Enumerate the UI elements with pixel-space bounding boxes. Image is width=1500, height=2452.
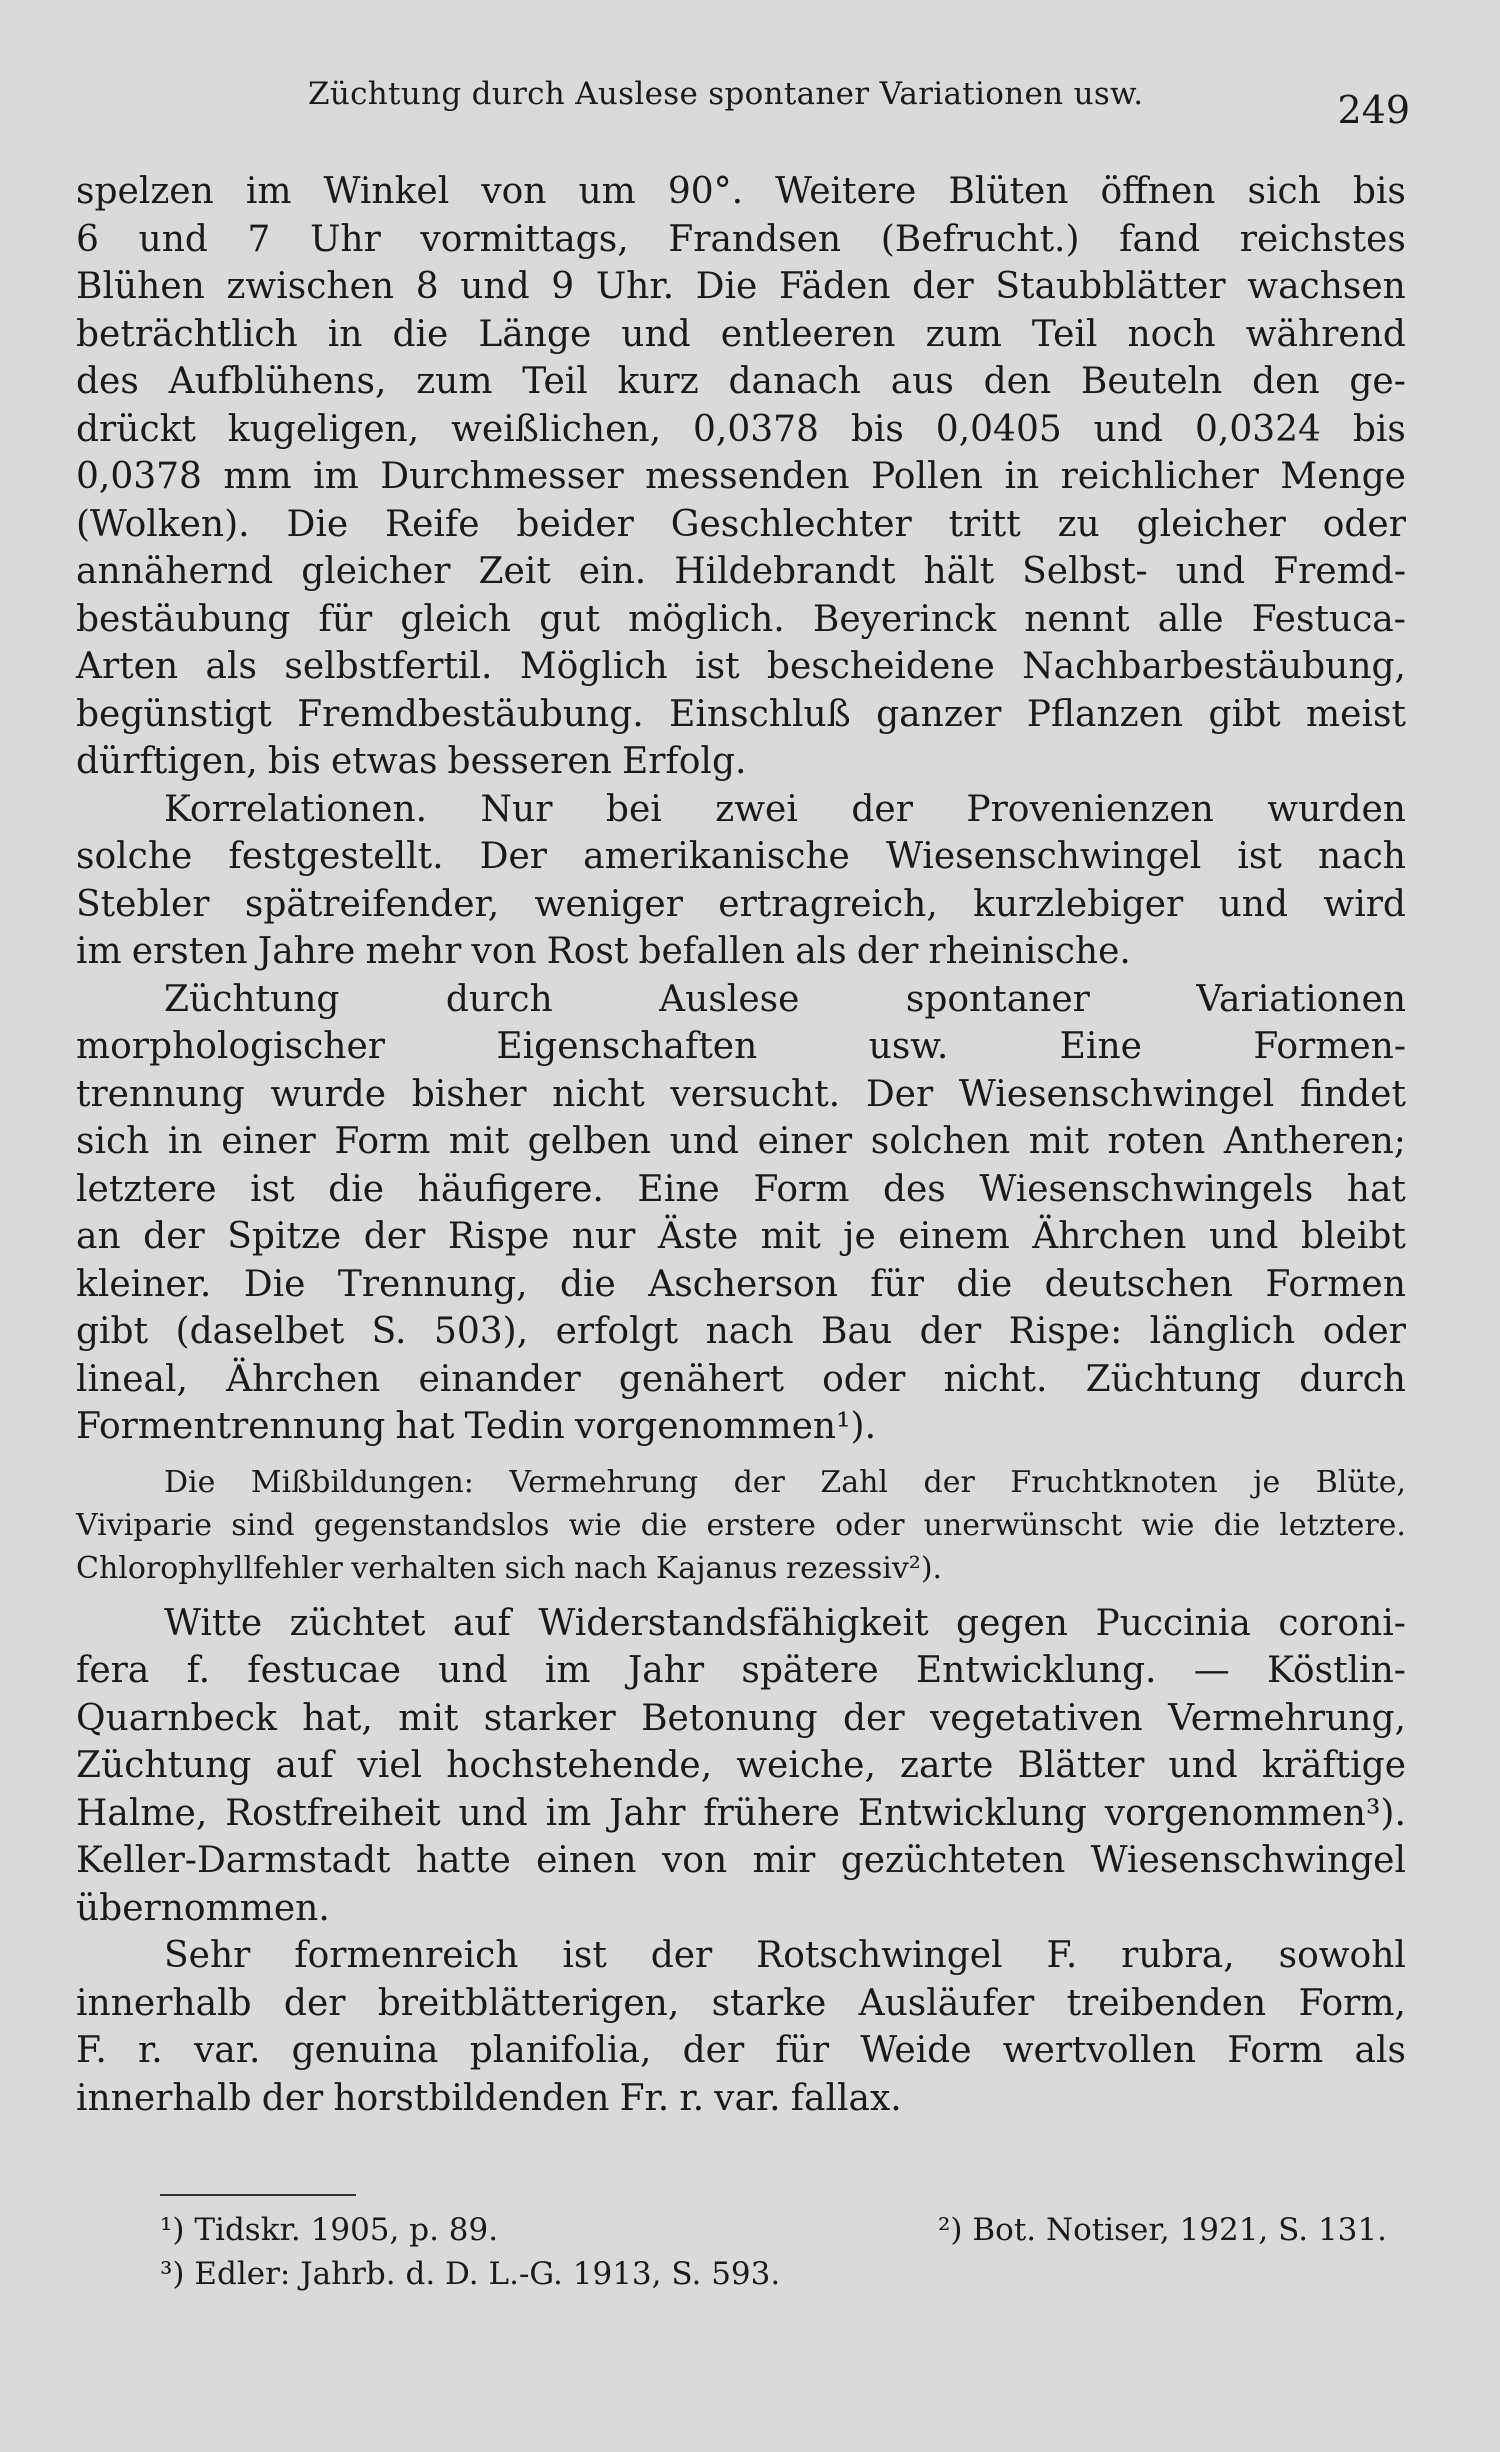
footnote-3: ³) Edler: Jahrb. d. D. L.-G. 1913, S. 593. bbox=[160, 2256, 781, 2292]
text-line: innerhalb der breitblätterigen, starke Ausläufer treibenden Form, bbox=[76, 1982, 1406, 2024]
text-line: bestäubung für gleich gut möglich. Beyerinck nennt alle Festuca- bbox=[76, 598, 1406, 640]
text-line: Arten als selbstfertil. Möglich ist bescheidene Nachbarbestäubung, bbox=[76, 646, 1406, 687]
text-line: beträchtlich in die Länge und entleeren zum Teil noch während bbox=[76, 313, 1406, 355]
text-line: letztere ist die häufigere. Eine Form des Wiesenschwingels hat bbox=[76, 1168, 1406, 1210]
footnote-2: ²) Bot. Notiser, 1921, S. 131. bbox=[938, 2212, 1387, 2248]
text-line: spelzen im Winkel von um 90°. Weitere Blüten öffnen sich bis bbox=[76, 171, 1406, 212]
text-line: F. r. var. genuina planifolia, der für Weide wertvollen Form als bbox=[76, 2030, 1406, 2071]
small-print-paragraph bbox=[76, 1461, 1406, 1590]
text-line: 0,0378 mm im Durchmesser messenden Pollen in reichlicher Menge bbox=[76, 456, 1406, 497]
closing-paragraphs bbox=[76, 1600, 1406, 2123]
text-line: Chlorophyllfehler verhalten sich nach Kajanus rezessiv²). bbox=[76, 1550, 943, 1586]
running-title: Züchtung durch Auslese spontaner Variationen usw. bbox=[308, 76, 1144, 112]
text-line: Stebler spätreifender, weniger ertragreich, kurzlebiger und wird bbox=[76, 883, 1406, 925]
text-line: Korrelationen. Nur bei zwei der Provenienzen wurden bbox=[164, 788, 1406, 830]
page-number: 249 bbox=[1337, 88, 1410, 132]
text-line: an der Spitze der Rispe nur Äste mit je einem Ährchen und bleibt bbox=[76, 1216, 1406, 1257]
text-line: gibt (daselbet S. 503), erfolgt nach Bau der Rispe: länglich oder bbox=[76, 1311, 1406, 1352]
footnote-row bbox=[160, 2208, 1410, 2252]
footnote-row bbox=[160, 2252, 1410, 2296]
footnote-divider bbox=[160, 2194, 356, 2196]
text-line: Viviparie sind gegenstandslos wie die erstere oder unerwünscht wie die letztere. bbox=[76, 1507, 1406, 1543]
text-line: übernommen. bbox=[76, 1887, 330, 1929]
text-line: im ersten Jahre mehr von Rost befallen als der rheinische. bbox=[76, 931, 1131, 972]
text-line: kleiner. Die Trennung, die Ascherson für die deutschen Formen bbox=[76, 1263, 1406, 1305]
text-line: trennung wurde bisher nicht versucht. Der Wiesenschwingel findet bbox=[76, 1073, 1406, 1115]
text-line: fera f. festucae und im Jahr spätere Entwicklung. — Köstlin- bbox=[76, 1650, 1406, 1691]
text-line: Die Mißbildungen: Vermehrung der Zahl der Fruchtknoten je Blüte, bbox=[164, 1464, 1406, 1500]
footnote-1: ¹) Tidskr. 1905, p. 89. bbox=[160, 2212, 499, 2248]
body-text bbox=[76, 168, 1406, 2122]
text-line: Züchtung auf viel hochstehende, weiche, zarte Blätter und kräftige bbox=[76, 1745, 1406, 1786]
text-line: Halme, Rostfreiheit und im Jahr frühere Entwicklung vorgenommen³). bbox=[76, 1792, 1406, 1834]
text-line: (Wolken). Die Reife beider Geschlechter tritt zu gleicher oder bbox=[76, 503, 1406, 545]
text-line: des Aufblühens, zum Teil kurz danach aus den Beuteln den ge- bbox=[76, 361, 1406, 402]
text-line: Sehr formenreich ist der Rotschwingel F. rubra, sowohl bbox=[164, 1935, 1406, 1976]
text-line: morphologischer Eigenschaften usw. Eine Formen- bbox=[76, 1026, 1406, 1067]
text-line: begünstigt Fremdbestäubung. Einschluß ganzer Pflanzen gibt meist bbox=[76, 693, 1406, 735]
text-line: lineal, Ährchen einander genähert oder nicht. Züchtung durch bbox=[76, 1358, 1406, 1400]
text-line: 6 und 7 Uhr vormittags, Frandsen (Befrucht.) fand reichstes bbox=[76, 218, 1406, 260]
text-line: sich in einer Form mit gelben und einer solchen mit roten Antheren; bbox=[76, 1121, 1406, 1162]
main-paragraphs bbox=[76, 168, 1406, 1451]
text-line: innerhalb der horstbildenden Fr. r. var. fallax. bbox=[76, 2077, 902, 2119]
text-line: dürftigen, bis etwas besseren Erfolg. bbox=[76, 741, 747, 782]
text-line: Keller-Darmstadt hatte einen von mir gezüchteten Wiesenschwingel bbox=[76, 1840, 1406, 1881]
text-line: Witte züchtet auf Widerstandsfähigkeit gegen Puccinia coroni- bbox=[164, 1602, 1406, 1644]
text-line: annähernd gleicher Zeit ein. Hildebrandt hält Selbst- und Fremd- bbox=[76, 551, 1406, 592]
text-line: Züchtung durch Auslese spontaner Variationen bbox=[164, 978, 1406, 1020]
text-line: Quarnbeck hat, mit starker Betonung der vegetativen Vermehrung, bbox=[76, 1697, 1406, 1739]
text-line: Blühen zwischen 8 und 9 Uhr. Die Fäden der Staubblätter wachsen bbox=[76, 266, 1406, 307]
text-line: drückt kugeligen, weißlichen, 0,0378 bis 0,0405 und 0,0324 bis bbox=[76, 408, 1406, 450]
text-line: solche festgestellt. Der amerikanische Wiesenschwingel ist nach bbox=[76, 836, 1406, 877]
text-line: Formentrennung hat Tedin vorgenommen¹). bbox=[76, 1406, 877, 1447]
footnotes bbox=[160, 2208, 1410, 2296]
